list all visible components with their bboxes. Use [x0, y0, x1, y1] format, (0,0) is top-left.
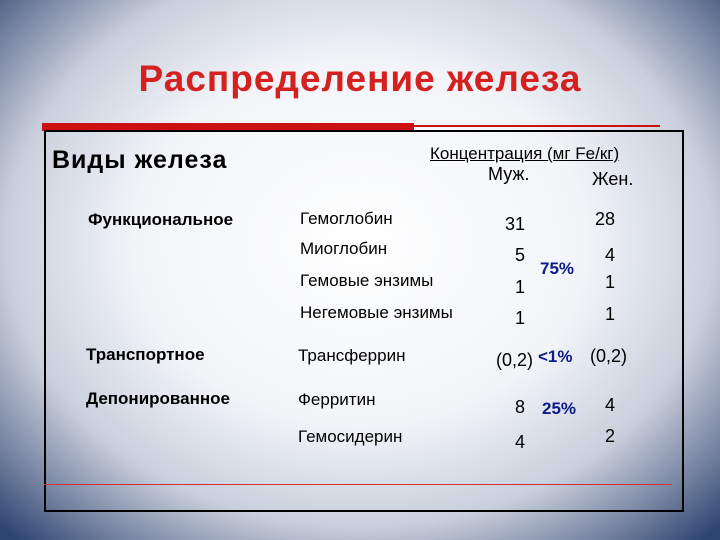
- value-nonheme-enzymes-female: 1: [605, 304, 616, 324]
- value-hemoglobin-male: 31: [505, 214, 526, 234]
- value-nonheme-enzymes-male: 1: [515, 308, 526, 328]
- concentration-heading: Концентрация (мг Fe/кг): [430, 144, 620, 163]
- category-functional: Функциональное: [88, 210, 234, 229]
- row-label-hemosiderin: Гемосидерин: [298, 427, 403, 446]
- percent-transport: <1%: [538, 347, 573, 366]
- value-transferrin-male: (0,2): [496, 350, 534, 370]
- value-myoglobin-male: 5: [515, 245, 526, 265]
- value-transferrin-female: (0,2): [590, 346, 628, 366]
- value-hemosiderin-male: 4: [515, 432, 526, 452]
- row-label-ferritin: Ферритин: [298, 390, 376, 409]
- category-transport: Транспортное: [86, 345, 205, 364]
- percent-functional: 75%: [540, 259, 575, 278]
- value-ferritin-male: 8: [515, 397, 526, 417]
- value-hemoglobin-female: 28: [595, 209, 616, 229]
- slide-title: Распределение железа: [138, 58, 582, 99]
- percent-deposited: 25%: [542, 399, 577, 418]
- value-hemosiderin-female: 2: [605, 426, 616, 446]
- row-label-hemoglobin: Гемоглобин: [300, 209, 393, 228]
- row-label-transferrin: Трансферрин: [298, 346, 406, 365]
- row-label-heme-enzymes: Гемовые энзимы: [300, 271, 434, 290]
- row-label-nonheme-enzymes: Негемовые энзимы: [300, 303, 453, 322]
- bottom-divider: [44, 484, 672, 485]
- value-ferritin-female: 4: [605, 395, 616, 415]
- value-heme-enzymes-female: 1: [605, 272, 616, 292]
- female-column-header: Жен.: [592, 169, 634, 189]
- row-label-myoglobin: Миоглобин: [300, 239, 388, 258]
- value-heme-enzymes-male: 1: [515, 277, 526, 297]
- title-underline-line: [414, 125, 660, 127]
- value-myoglobin-female: 4: [605, 245, 616, 265]
- category-deposited: Депонированное: [86, 389, 230, 408]
- male-column-header: Муж.: [488, 164, 530, 184]
- types-heading: Виды железа: [52, 146, 228, 174]
